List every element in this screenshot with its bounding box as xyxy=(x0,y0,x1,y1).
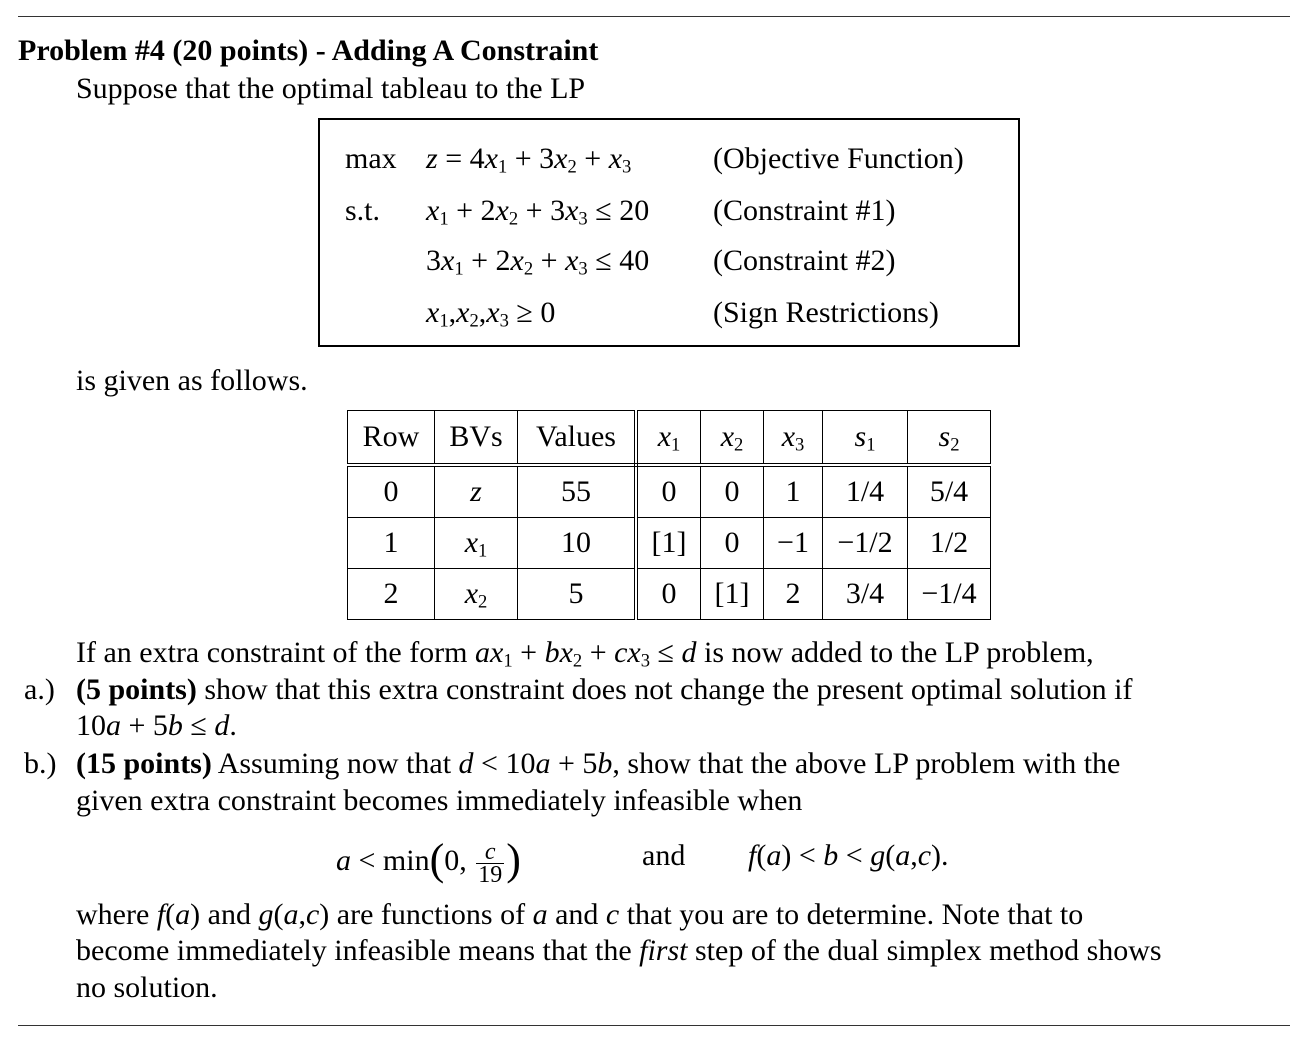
table-row xyxy=(348,518,991,569)
part-b-line2: given extra constraint becomes immediately infeasible when xyxy=(76,784,803,817)
cell-values: 55 xyxy=(518,465,637,518)
constraint-statement: If an extra constraint of the form $ax_1 + bx_2 + cx_3 \le d$ is now added to the LP problem, xyxy=(76,636,1094,672)
cell-s2: 1/2 xyxy=(908,518,991,569)
cell-row: 2 xyxy=(348,569,435,620)
tableau-header-row xyxy=(348,411,991,466)
cell-x1: 0 xyxy=(636,465,701,518)
cell-row: 1 xyxy=(348,518,435,569)
given-text: is given as follows. xyxy=(76,364,308,397)
cell-bv: z xyxy=(435,465,518,518)
cell-x3: 1 xyxy=(764,465,823,518)
constraint2-label: (Constraint #2) xyxy=(713,244,896,277)
no-solution-text: no solution. xyxy=(76,971,218,1004)
header-row: Row xyxy=(348,411,435,466)
condition-b: f(a) < b < g(a,c). xyxy=(748,839,949,872)
header-s1: $s_1$ xyxy=(823,411,908,466)
lp-formulation-box xyxy=(318,118,1020,347)
cell-s2: −1/4 xyxy=(908,569,991,620)
part-a-label: a.) xyxy=(24,673,55,706)
where-text: where f(a) and g(a,c) are functions of a and c that you are to determine. Note that to xyxy=(76,898,1084,931)
cell-values: 5 xyxy=(518,569,637,620)
intro-text: Suppose that the optimal tableau to the LP xyxy=(76,72,586,105)
objective-label: (Objective Function) xyxy=(713,142,964,175)
header-values: Values xyxy=(518,411,637,466)
part-b-text: (15 points) Assuming now that d < 10a + 5b, show that the above LP problem with the xyxy=(76,747,1121,780)
constraint1-label: (Constraint #1) xyxy=(713,194,896,227)
header-bvs: BVs xyxy=(435,411,518,466)
constraint1-expr: $x_1 + 2x_2 + 3x_3 \le 20$ xyxy=(426,194,650,230)
cell-values: 10 xyxy=(518,518,637,569)
cell-s1: 1/4 xyxy=(823,465,908,518)
bottom-rule xyxy=(18,1025,1290,1026)
cell-x1: [1] xyxy=(636,518,701,569)
table-row xyxy=(348,465,991,518)
header-s2: $s_2$ xyxy=(908,411,991,466)
header-x3: $x_3$ xyxy=(764,411,823,466)
part-a-text: (5 points) show that this extra constraint does not change the present optimal solution if xyxy=(76,673,1133,706)
become-text: become immediately infeasible means that the first step of the dual simplex method shows xyxy=(76,934,1162,967)
header-x2: $x_2$ xyxy=(701,411,764,466)
max-label: max xyxy=(345,142,397,175)
sign-expr: $x_1,x_2,x_3 \ge 0$ xyxy=(426,296,556,332)
condition-a: a < min(0, $\frac{c}{19}$ ) xyxy=(336,835,521,888)
problem-title: Problem #4 (20 points) - Adding A Constraint xyxy=(18,34,599,67)
objective-expr: $z = 4x_1 + 3x_2 + x_3$ xyxy=(426,142,632,178)
cell-s1: −1/2 xyxy=(823,518,908,569)
sign-label: (Sign Restrictions) xyxy=(713,296,939,329)
cell-x2: 0 xyxy=(701,465,764,518)
simplex-tableau xyxy=(347,410,991,620)
cell-s1: 3/4 xyxy=(823,569,908,620)
cell-x3: −1 xyxy=(764,518,823,569)
cell-bv: $x_1$ xyxy=(435,518,518,569)
cell-x1: 0 xyxy=(636,569,701,620)
cell-s2: 5/4 xyxy=(908,465,991,518)
top-rule xyxy=(18,16,1290,17)
cell-row: 0 xyxy=(348,465,435,518)
header-x1: $x_1$ xyxy=(636,411,701,466)
cell-x3: 2 xyxy=(764,569,823,620)
constraint2-expr: $3x_1 + 2x_2 + x_3 \le 40$ xyxy=(426,244,650,280)
table-row xyxy=(348,569,991,620)
and-text: and xyxy=(642,839,686,872)
part-b-label: b.) xyxy=(24,747,57,780)
part-a-condition: 10a + 5b ≤ d. xyxy=(76,709,237,742)
cell-bv: $x_2$ xyxy=(435,569,518,620)
cell-x2: 0 xyxy=(701,518,764,569)
cell-x2: [1] xyxy=(701,569,764,620)
st-label: s.t. xyxy=(345,194,381,227)
